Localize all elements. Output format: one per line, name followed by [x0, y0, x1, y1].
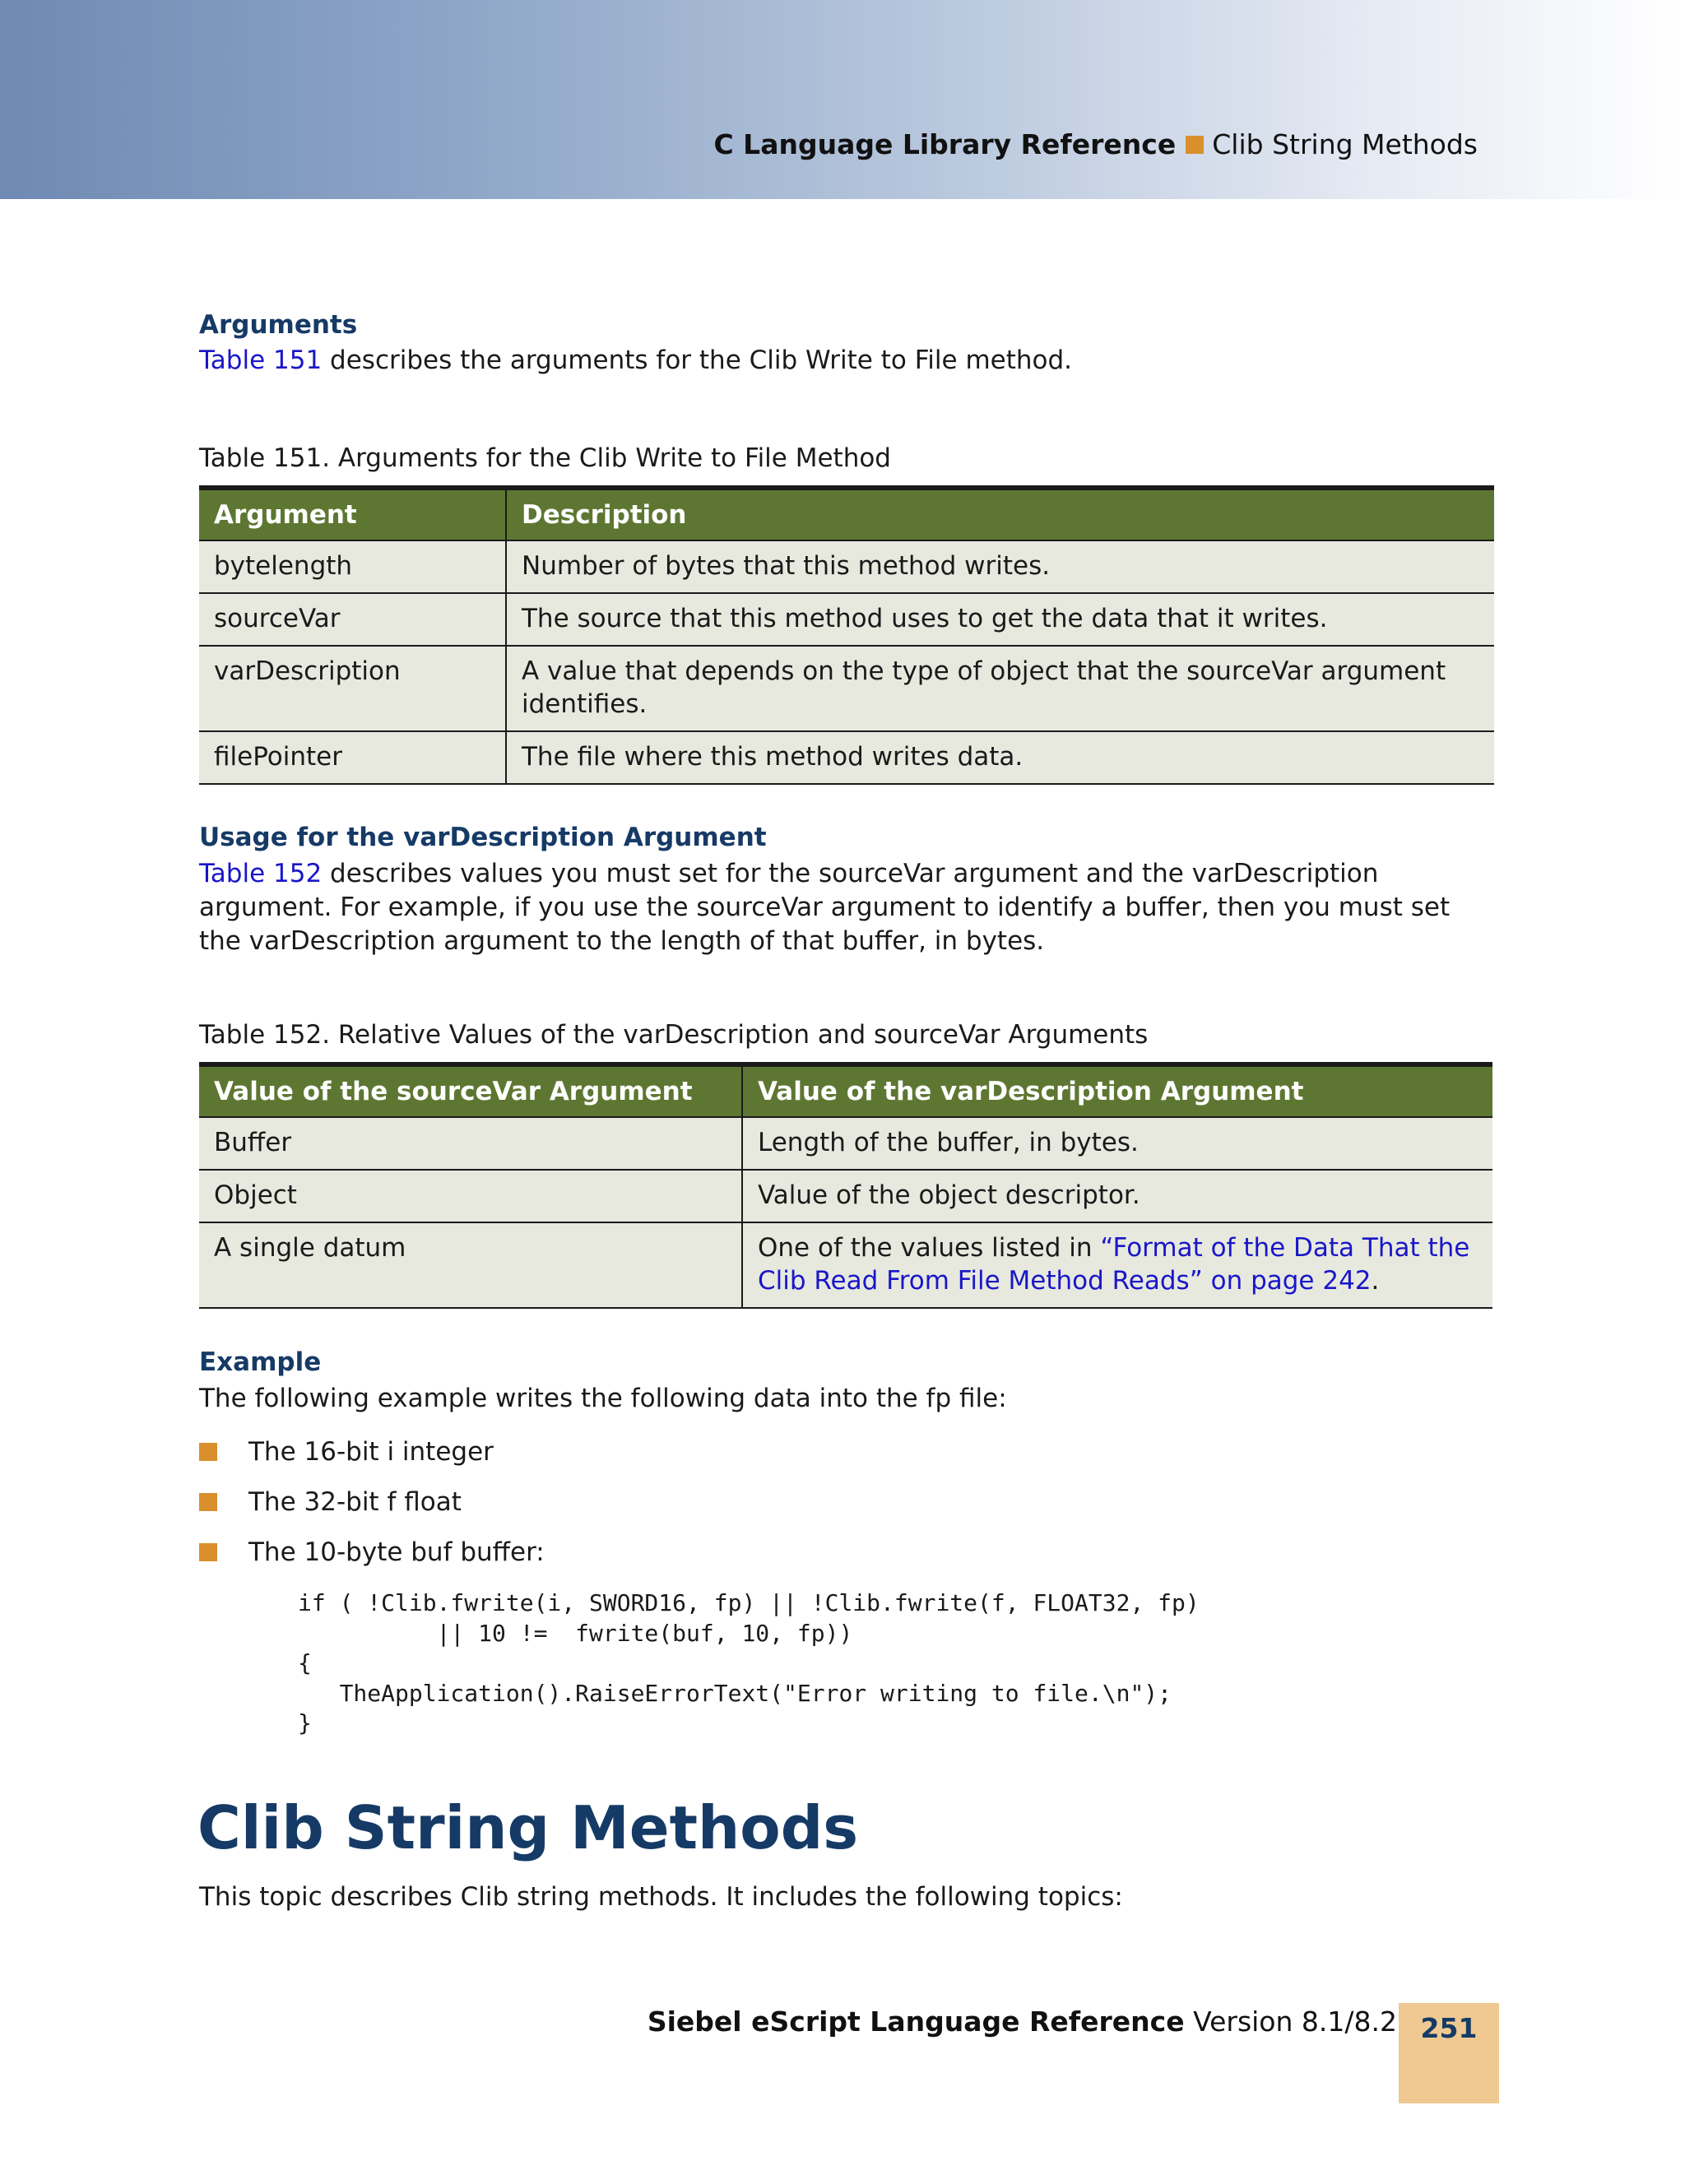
- table-cell: [742, 1222, 1492, 1308]
- column-header: Value of the varDescription Argument: [742, 1064, 1492, 1117]
- running-head-book-section: C Language Library Reference: [713, 128, 1177, 160]
- page-number: 251: [1399, 2003, 1499, 2103]
- table-header-row: [199, 488, 1494, 540]
- table-cell: A value that depends on the type of object that the sourceVar argument identifies.: [506, 646, 1494, 731]
- arguments-text: describes the arguments for the Clib Write to File method.: [322, 345, 1073, 375]
- header-band: [0, 0, 1685, 199]
- table-cell: A single datum: [199, 1222, 742, 1308]
- format-of-data-link[interactable]: “Format of the Data That the Clib Read From File Method Reads” on page 242: [758, 1233, 1470, 1296]
- table-cell: The source that this method uses to get the data that it writes.: [506, 593, 1494, 646]
- square-bullet-icon: [199, 1443, 217, 1461]
- example-bullet-list: [199, 1436, 545, 1587]
- table-cell: Buffer: [199, 1117, 742, 1170]
- cell-text: One of the values listed in: [758, 1233, 1101, 1263]
- table-cell: Length of the buffer, in bytes.: [742, 1117, 1492, 1170]
- usage-heading: Usage for the varDescription Argument: [199, 823, 767, 852]
- table-cell: Number of bytes that this method writes.: [506, 540, 1494, 593]
- column-header: Description: [506, 488, 1494, 540]
- table-152-caption: Table 152. Relative Values of the varDescription and sourceVar Arguments: [199, 1020, 1149, 1050]
- list-item: [199, 1436, 545, 1486]
- usage-paragraph: [199, 857, 1499, 958]
- square-bullet-icon: [1186, 136, 1204, 154]
- list-item-text: The 10-byte buf buffer:: [248, 1537, 545, 1567]
- list-item-text: The 16-bit i integer: [248, 1437, 494, 1467]
- cell-text-suffix: .: [1371, 1266, 1380, 1296]
- table-row: [199, 1170, 1492, 1222]
- footer-version: Version 8.1/8.2: [1184, 2005, 1397, 2038]
- table-cell: The file where this method writes data.: [506, 731, 1494, 784]
- arguments-heading: Arguments: [199, 310, 358, 340]
- column-header: Value of the sourceVar Argument: [199, 1064, 742, 1117]
- column-header: Argument: [199, 488, 506, 540]
- table-cell: bytelength: [199, 540, 506, 593]
- table-row: [199, 540, 1494, 593]
- running-head-topic: Clib String Methods: [1212, 128, 1478, 160]
- arguments-paragraph: [199, 344, 1499, 378]
- table-row: [199, 1222, 1492, 1308]
- list-item: [199, 1486, 545, 1537]
- table-cell: varDescription: [199, 646, 506, 731]
- usage-text: describes values you must set for the sourceVar argument and the varDescription argument. For example, if you use the sourceVar argument to identify a buffer, then you must set the varDescription argument to the length of that buffer, in bytes.: [199, 859, 1451, 956]
- table-151-link[interactable]: Table 151: [199, 345, 323, 375]
- list-item: [199, 1537, 545, 1587]
- table-152-link[interactable]: Table 152: [199, 859, 323, 888]
- table-cell: Value of the object descriptor.: [742, 1170, 1492, 1222]
- example-heading: Example: [199, 1347, 322, 1377]
- code-sample: if ( !Clib.fwrite(i, SWORD16, fp) || !Clib.fwrite(f, FLOAT32, fp) || 10 != fwrite(buf, 10, fp)) { TheApplication().RaiseErrorText("Error writing to file.\n"); }: [298, 1589, 1200, 1737]
- page-footer: [648, 2005, 1397, 2038]
- list-item-text: The 32-bit f float: [248, 1487, 462, 1517]
- running-head: [713, 128, 1478, 160]
- table-row: [199, 593, 1494, 646]
- table-cell: sourceVar: [199, 593, 506, 646]
- table-151-caption: Table 151. Arguments for the Clib Write to File Method: [199, 443, 891, 473]
- clib-string-methods-intro: This topic describes Clib string methods. It includes the following topics:: [199, 1882, 1123, 1912]
- table-152: [199, 1062, 1492, 1309]
- square-bullet-icon: [199, 1543, 217, 1561]
- table-151: [199, 485, 1494, 785]
- clib-string-methods-title: Clib String Methods: [197, 1793, 859, 1862]
- example-paragraph: The following example writes the following data into the fp file:: [199, 1384, 1007, 1413]
- table-row: [199, 731, 1494, 784]
- table-row: [199, 646, 1494, 731]
- footer-book-title: Siebel eScript Language Reference: [647, 2005, 1185, 2038]
- table-cell: Object: [199, 1170, 742, 1222]
- table-cell: filePointer: [199, 731, 506, 784]
- table-header-row: [199, 1064, 1492, 1117]
- square-bullet-icon: [199, 1493, 217, 1511]
- table-row: [199, 1117, 1492, 1170]
